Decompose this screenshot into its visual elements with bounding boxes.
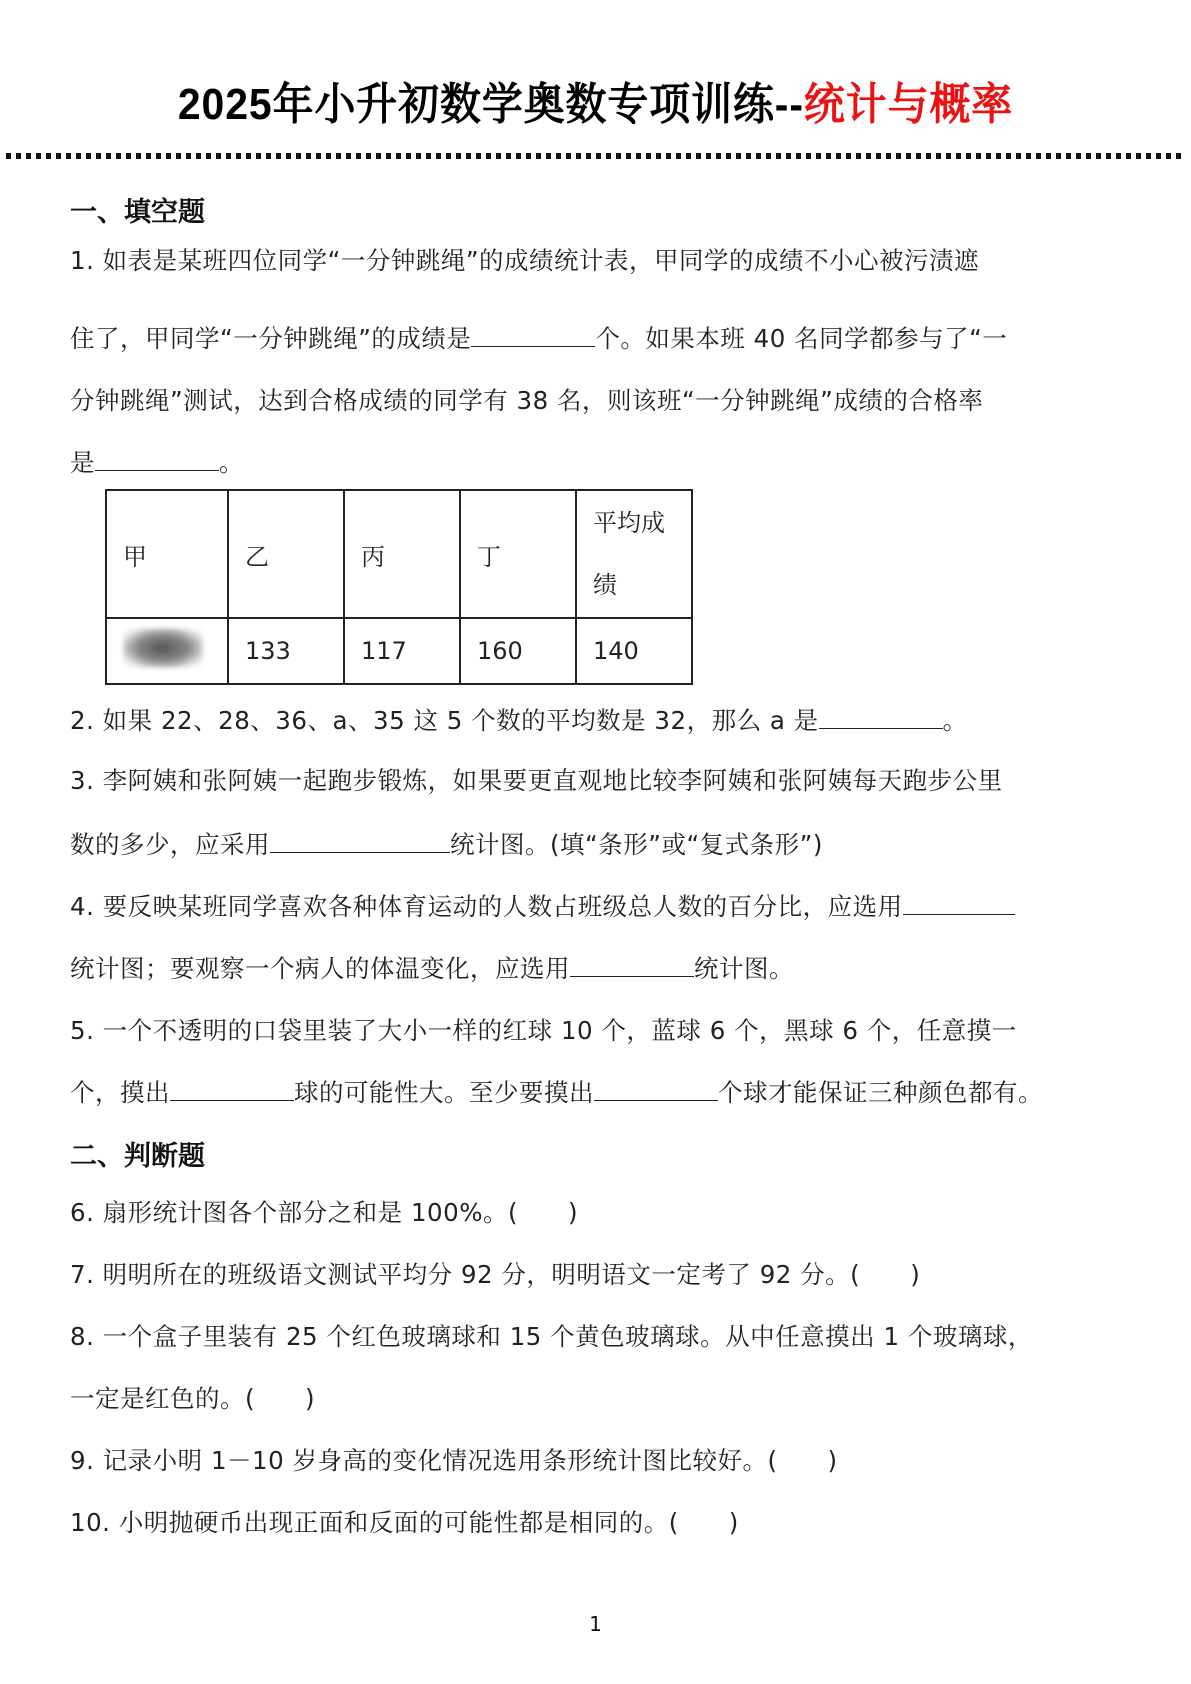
header-ding: 丁: [460, 490, 576, 618]
q1-blank-1[interactable]: [471, 324, 595, 347]
q2-text: 2. 如果 22、28、36、a、35 这 5 个数的平均数是 32，那么 a 是: [70, 706, 819, 735]
q3-line2: [70, 826, 823, 861]
q6-line: 6. 扇形统计图各个部分之和是 100%。( ): [70, 1198, 579, 1227]
header-jia: 甲: [106, 490, 228, 618]
q4-blank-1[interactable]: [903, 892, 1015, 915]
q4-text-a: 4. 要反映某班同学喜欢各种体育运动的人数占班级总人数的百分比，应选用: [70, 892, 903, 921]
q4-text-b: 统计图；要观察一个病人的体温变化，应选用: [70, 954, 570, 983]
q1-line2: [70, 320, 1007, 355]
table-header-row: [106, 490, 692, 618]
q9-line: 9. 记录小明 1－10 岁身高的变化情况选用条形统计图比较好。( ): [70, 1446, 838, 1475]
value-yi: 133: [228, 618, 344, 684]
q3-line1: 3. 李阿姨和张阿姨一起跑步锻炼，如果要更直观地比较李阿姨和张阿姨每天跑步公里: [70, 766, 1003, 795]
q1-text-c: 是: [70, 448, 95, 477]
value-ding: 160: [460, 618, 576, 684]
q1-text-d: 。: [219, 448, 244, 477]
q4-blank-2[interactable]: [570, 954, 694, 977]
smudge-blot: [123, 628, 203, 668]
title-main: 2025年小升初数学奥数专项训练--: [177, 80, 804, 129]
q2-blank[interactable]: [819, 706, 943, 729]
section-fill-in-heading: 一、填空题: [70, 197, 205, 228]
header-average-label: 平均成绩: [593, 509, 665, 599]
page-title: [42, 68, 1150, 132]
score-table: [105, 489, 693, 685]
header-bing: 丙: [344, 490, 460, 618]
table-row: [106, 618, 692, 684]
q5-blank-1[interactable]: [170, 1078, 294, 1101]
q5-text-c: 个球才能保证三种颜色都有。: [718, 1078, 1043, 1107]
q5-blank-2[interactable]: [594, 1078, 718, 1101]
value-average: 140: [576, 618, 692, 684]
page-number: 1: [589, 1612, 602, 1636]
q8-line1: 8. 一个盒子里装有 25 个红色玻璃球和 15 个黄色玻璃球。从中任意摸出 1 个玻璃球，: [70, 1322, 1033, 1351]
q5-line1: 5. 一个不透明的口袋里装了大小一样的红球 10 个，蓝球 6 个，黑球 6 个，任意摸一: [70, 1016, 1017, 1045]
title-accent: 统计与概率: [803, 80, 1014, 129]
q1-line1: 1. 如表是某班四位同学“一分钟跳绳”的成绩统计表，甲同学的成绩不小心被污渍遮: [70, 246, 980, 275]
q1-line3: 分钟跳绳”测试，达到合格成绩的同学有 38 名，则该班“一分钟跳绳”成绩的合格率: [70, 386, 984, 415]
q4-line2: [70, 950, 794, 985]
q8-line2: 一定是红色的。( ): [70, 1384, 316, 1413]
header-yi: 乙: [228, 490, 344, 618]
q2-line: [70, 702, 968, 737]
q1-line4: [70, 444, 244, 479]
q10-line: 10. 小明抛硬币出现正面和反面的可能性都是相同的。( ): [70, 1508, 739, 1537]
q1-text-b: 个。如果本班 40 名同学都参与了“一: [595, 324, 1008, 353]
dotted-divider: [6, 153, 1186, 159]
q5-text-b: 球的可能性大。至少要摸出: [294, 1078, 594, 1107]
value-jia-obscured: [106, 618, 228, 684]
q5-line2: [70, 1074, 1043, 1109]
value-bing: 117: [344, 618, 460, 684]
q3-text-b: 统计图。(填“条形”或“复式条形”): [450, 830, 823, 859]
q7-line: 7. 明明所在的班级语文测试平均分 92 分，明明语文一定考了 92 分。( ): [70, 1260, 921, 1289]
section-judge-heading: 二、判断题: [70, 1141, 205, 1172]
q3-blank[interactable]: [270, 830, 450, 853]
q1-blank-2[interactable]: [95, 448, 219, 471]
header-average: [576, 490, 692, 618]
q4-text-c: 统计图。: [694, 954, 794, 983]
q5-text-a: 个，摸出: [70, 1078, 170, 1107]
q3-text-a: 数的多少，应采用: [70, 830, 270, 859]
q4-line1: [70, 888, 1015, 923]
q1-text-a: 住了，甲同学“一分钟跳绳”的成绩是: [70, 324, 472, 353]
q2-text-end: 。: [942, 706, 968, 735]
